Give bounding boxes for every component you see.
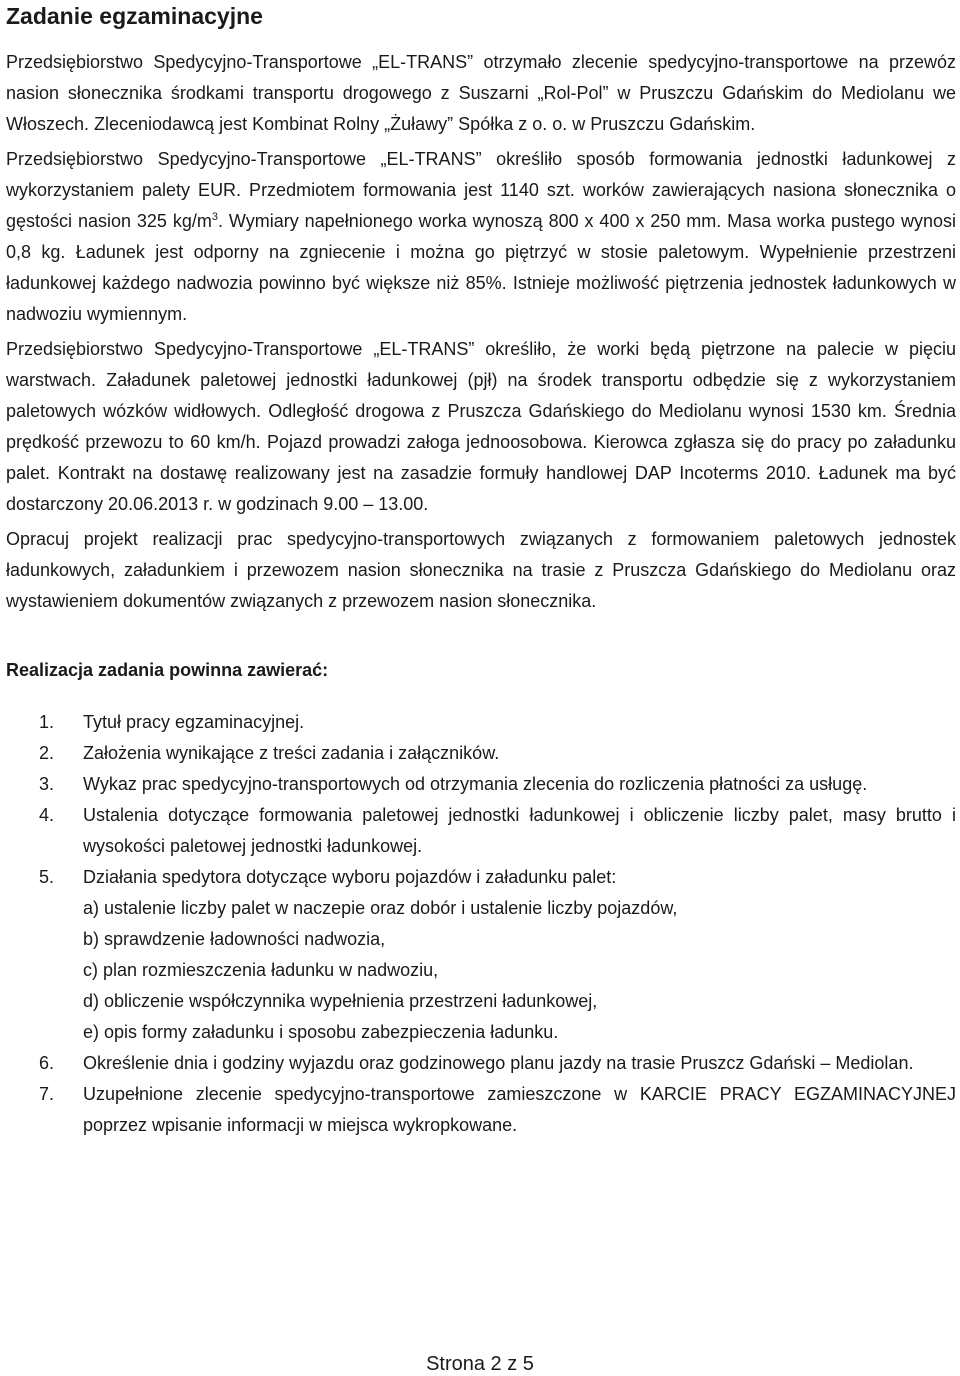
list-item bbox=[6, 800, 956, 862]
list-item bbox=[6, 769, 956, 800]
list-item-text: Określenie dnia i godziny wyjazdu oraz godzinowego planu jazdy na trasie Pruszcz Gdański – Mediolan. bbox=[83, 1053, 914, 1073]
paragraph-transport-details: Przedsiębiorstwo Spedycyjno-Transportowe „EL-TRANS” określiło, że worki będą piętrzone na palecie w pięciu warstwach. Załadunek paletowej jednostki ładunkowej (pjł) na środek transportu odbędzie się z wykorzystaniem paletowych wózków widłowych. Odległość drogowa z Pruszcza Gdańskiego do Mediolanu wynosi 1530 km. Średnia prędkość przewozu to 60 km/h. Pojazd prowadzi załoga jednoosobowa. Kierowca zgłasza się do pracy po załadunku palet. Kontrakt na dostawę realizowany jest na zasadzie formuły handlowej DAP Incoterms 2010. Ładunek ma być dostarczony 20.06.2013 r. w godzinach 9.00 – 13.00. bbox=[6, 339, 956, 514]
sub-list bbox=[83, 893, 956, 1048]
paragraph-load-unit-part1: Przedsiębiorstwo Spedycyjno-Transportowe „EL-TRANS” określiło sposób formowania jednostki ładunkowej z wykorzystaniem palety EUR. Przedmiotem formowania jest 1140 szt. worków zawierających nasiona słonecznika o gęstości nasion 325 kg/m bbox=[6, 149, 956, 231]
list-item-text: Działania spedytora dotyczące wyboru pojazdów i załadunku palet: bbox=[83, 867, 617, 887]
document-title: Zadanie egzaminacyjne bbox=[6, 3, 263, 29]
list-item-number: 1. bbox=[39, 712, 55, 732]
sub-list-item: b) sprawdzenie ładowności nadwozia, bbox=[83, 929, 386, 949]
list-item-text: Założenia wynikające z treści zadania i załączników. bbox=[83, 743, 500, 763]
sub-list-item: c) plan rozmieszczenia ładunku w nadwoziu, bbox=[83, 960, 439, 980]
list-item bbox=[6, 862, 956, 1048]
list-item-number: 7. bbox=[39, 1084, 55, 1104]
sub-list-item: e) opis formy załadunku i sposobu zabezpieczenia ładunku. bbox=[83, 1022, 559, 1042]
list-item-number: 4. bbox=[39, 805, 55, 825]
list-item-text: Uzupełnione zlecenie spedycyjno-transportowe zamieszczone w KARCIE PRACY EGZAMINACYJNEJ poprzez wpisanie informacji w miejsca wykropkowane. bbox=[83, 1084, 956, 1135]
list-item-number: 3. bbox=[39, 774, 55, 794]
section-heading: Realizacja zadania powinna zawierać: bbox=[6, 660, 329, 680]
sub-list-item: d) obliczenie współczynnika wypełnienia przestrzeni ładunkowej, bbox=[83, 991, 598, 1011]
paragraph-load-unit bbox=[6, 144, 956, 330]
sub-list-item: a) ustalenie liczby palet w naczepie oraz dobór i ustalenie liczby pojazdów, bbox=[83, 898, 678, 918]
superscript-cubic: 3 bbox=[211, 211, 218, 223]
requirements-list bbox=[6, 707, 956, 1141]
page-number: Strona 2 z 5 bbox=[426, 1353, 534, 1375]
list-item bbox=[6, 1048, 956, 1079]
list-item bbox=[6, 707, 956, 738]
list-item-text: Tytuł pracy egzaminacyjnej. bbox=[83, 712, 305, 732]
document-page bbox=[6, 0, 956, 1141]
list-item bbox=[6, 1079, 956, 1141]
paragraph-task-instruction: Opracuj projekt realizacji prac spedycyjno-transportowych związanych z formowaniem paletowych jednostek ładunkowych, załadunkiem i przewozem nasion słonecznika na trasie z Pruszcza Gdańskiego do Mediolanu oraz wystawieniem dokumentów związanych z przewozem nasion słonecznika. bbox=[6, 529, 956, 611]
list-item-number: 2. bbox=[39, 743, 55, 763]
paragraph-order-description: Przedsiębiorstwo Spedycyjno-Transportowe „EL-TRANS” otrzymało zlecenie spedycyjno-transportowe na przewóz nasion słonecznika środkami transportu drogowego z Suszarni „Rol-Pol” w Pruszczu Gdańskim do Mediolanu we Włoszech. Zleceniodawcą jest Kombinat Rolny „Żuławy” Spółka z o. o. w Pruszczu Gdańskim. bbox=[6, 52, 956, 134]
list-item-number: 6. bbox=[39, 1053, 55, 1073]
paragraph-load-unit-part2: . Wymiary napełnionego worka wynoszą 800 x 400 x 250 mm. Masa worka pustego wynosi 0,8 kg. Ładunek jest odporny na zgniecenie i można go piętrzyć w stosie paletowym. Wypełnienie przestrzeni ładunkowej każdego nadwozia powinno być większe niż 85%. Istnieje możliwość piętrzenia jednostek ładunkowych w nadwoziu wymiennym. bbox=[6, 211, 957, 324]
list-item-text: Wykaz prac spedycyjno-transportowych od otrzymania zlecenia do rozliczenia płatności za usługę. bbox=[83, 774, 868, 794]
list-item-text: Ustalenia dotyczące formowania paletowej jednostki ładunkowej i obliczenie liczby palet, masy brutto i wysokości paletowej jednostki ładunkowej. bbox=[83, 805, 956, 856]
list-item bbox=[6, 738, 956, 769]
list-item-body bbox=[83, 862, 956, 1048]
list-item-number: 5. bbox=[39, 867, 55, 887]
